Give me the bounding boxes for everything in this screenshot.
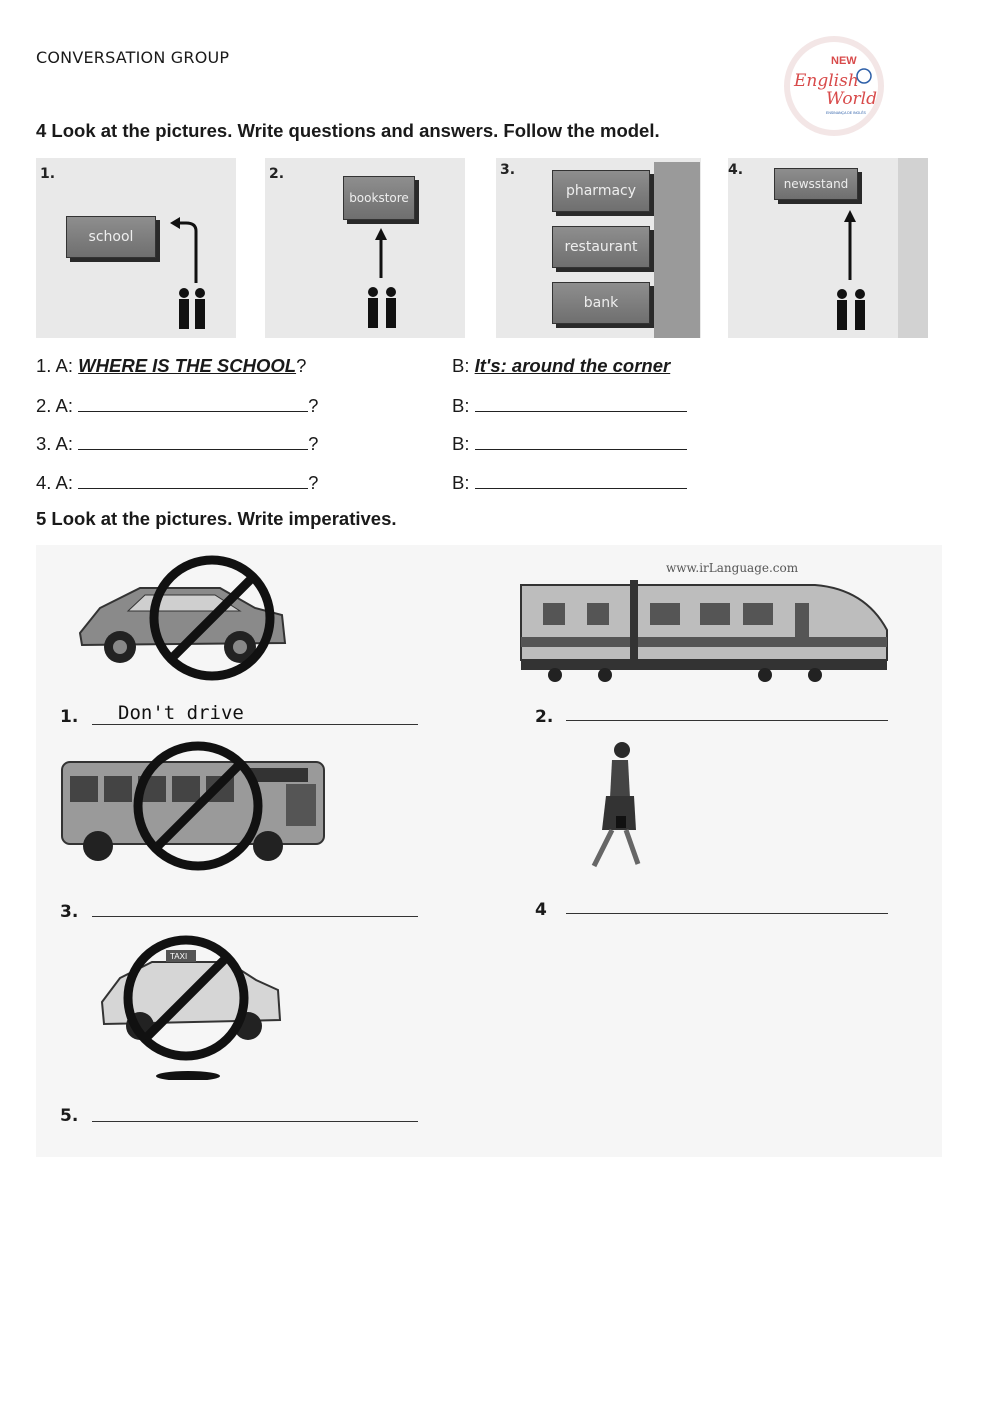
answer-line-4[interactable] xyxy=(566,913,888,914)
handwritten-answer: Don't drive xyxy=(118,702,244,724)
no-taxi-icon xyxy=(96,932,286,1080)
picture-panel-2 xyxy=(265,158,465,338)
model-question: WHERE IS THE SCHOOL xyxy=(78,355,297,376)
section-5-title: 5 Look at the pictures. Write imperatives. xyxy=(36,508,397,529)
question-mark: ? xyxy=(308,472,319,493)
qa-row-4 xyxy=(36,470,318,494)
item-number: 1. xyxy=(60,707,79,727)
answer-blank[interactable] xyxy=(475,431,687,450)
picture-panel-1 xyxy=(36,158,236,338)
building-icon xyxy=(654,162,700,338)
picture-panel-4 xyxy=(728,158,928,338)
answer-blank[interactable] xyxy=(475,393,687,412)
panel-number: 1. xyxy=(40,166,56,182)
item-number: 5. xyxy=(60,1106,79,1126)
item-number: 3. xyxy=(60,902,79,922)
answer-prefix: B: xyxy=(452,355,470,376)
sign-bank: bank xyxy=(552,282,650,324)
no-bus-icon xyxy=(58,740,328,875)
qa-row-3 xyxy=(36,431,318,455)
answer-line-2[interactable] xyxy=(566,720,888,721)
logo-world: World xyxy=(826,89,877,109)
sign-pharmacy: pharmacy xyxy=(552,170,650,212)
sign-bookstore: bookstore xyxy=(343,176,415,220)
qa-row-2-answer xyxy=(452,393,687,417)
question-prefix: 3. A: xyxy=(36,433,74,454)
answer-prefix: B: xyxy=(452,433,470,454)
no-car-icon xyxy=(70,553,290,683)
model-answer: It's: around the corner xyxy=(474,355,671,376)
logo-tagline: ENSINANÇA DE INGLÊS xyxy=(826,111,866,115)
question-blank[interactable] xyxy=(78,393,308,412)
picture-panel-3 xyxy=(496,158,701,338)
panel-number: 2. xyxy=(269,166,285,182)
straight-arrow-icon xyxy=(355,228,415,338)
question-prefix: 1. A: xyxy=(36,355,74,376)
sign-newsstand: newsstand xyxy=(774,168,858,200)
qa-row-3-answer xyxy=(452,431,687,455)
question-blank[interactable] xyxy=(78,431,308,450)
answer-line-5[interactable] xyxy=(92,1121,418,1122)
turn-left-arrow-icon xyxy=(166,213,226,338)
logo-new: NEW xyxy=(831,55,857,67)
item-number: 2. xyxy=(535,707,554,727)
answer-prefix: B: xyxy=(452,395,470,416)
straight-arrow-icon xyxy=(824,210,884,338)
walking-woman-icon xyxy=(572,738,652,878)
item-number: 4 xyxy=(535,900,547,920)
question-mark: ? xyxy=(296,355,307,376)
question-prefix: 4. A: xyxy=(36,472,74,493)
question-prefix: 2. A: xyxy=(36,395,74,416)
question-mark: ? xyxy=(308,395,319,416)
answer-blank[interactable] xyxy=(475,470,687,489)
logo xyxy=(782,34,886,138)
section-4-title: 4 Look at the pictures. Write questions and answers. Follow the model. xyxy=(36,120,660,141)
sign-school: school xyxy=(66,216,156,258)
question-blank[interactable] xyxy=(78,470,308,489)
qa-row-1 xyxy=(36,355,306,377)
taxi-roof-label: TAXI xyxy=(170,952,188,961)
panel-number: 4. xyxy=(728,162,744,178)
answer-line-1[interactable] xyxy=(92,724,418,725)
answer-prefix: B: xyxy=(452,472,470,493)
page-title: CONVERSATION GROUP xyxy=(36,48,230,67)
logo-english: English xyxy=(794,71,859,91)
sign-restaurant: restaurant xyxy=(552,226,650,268)
answer-line-3[interactable] xyxy=(92,916,418,917)
qa-row-2 xyxy=(36,393,318,417)
qa-row-4-answer xyxy=(452,470,687,494)
watermark: www.irLanguage.com xyxy=(666,561,799,575)
question-mark: ? xyxy=(308,433,319,454)
panel-number: 3. xyxy=(500,162,516,178)
qa-row-1-answer xyxy=(452,355,670,377)
train-icon xyxy=(515,575,895,690)
